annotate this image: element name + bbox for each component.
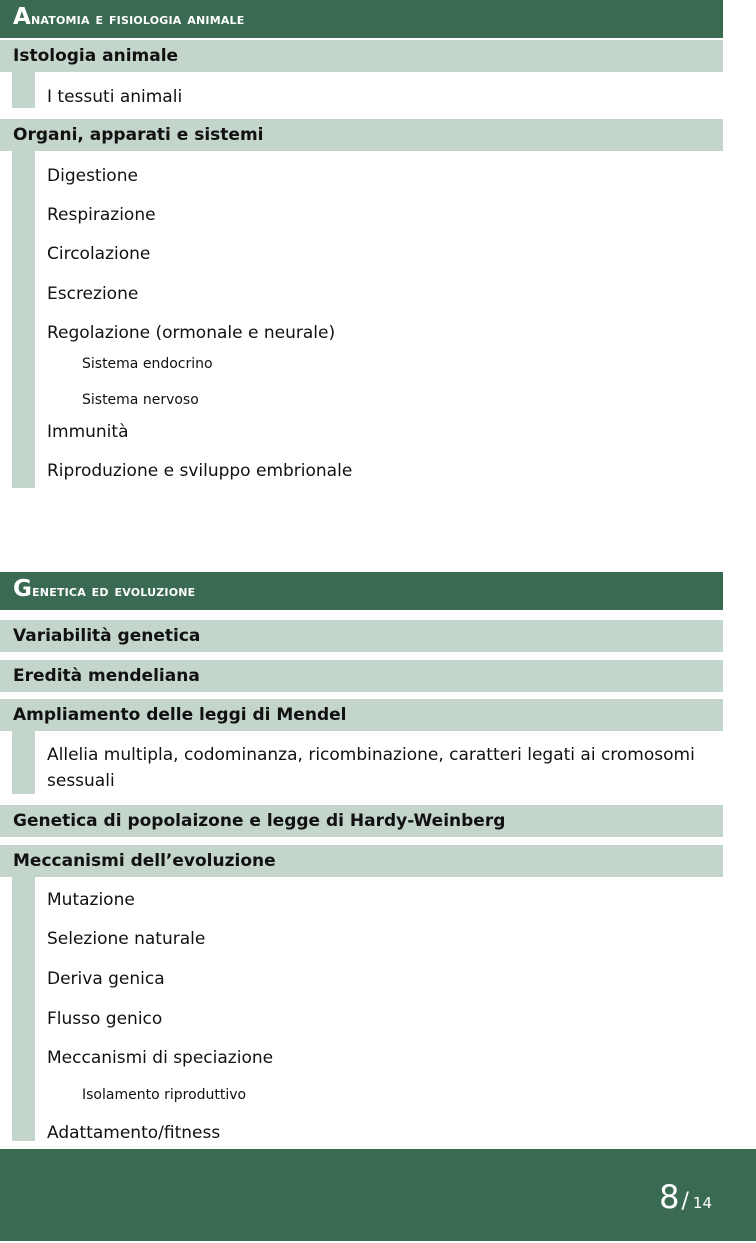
list-item: Respirazione (47, 205, 156, 225)
topic-ampliamento-leggi-mendel: Ampliamento delle leggi di Mendel (0, 699, 723, 731)
topic-organi-apparati-sistemi: Organi, apparati e sistemi (0, 119, 723, 151)
topic-genetica-popolazione: Genetica di popolaizone e legge di Hardy-Weinberg (0, 805, 723, 837)
list-item: Allelia multipla, codominanza, ricombinazione, caratteri legati ai cromosomi sessuali (47, 745, 695, 791)
list-subitem: Isolamento riproduttivo (82, 1087, 247, 1103)
list-item: Adattamento/fitness (47, 1123, 221, 1143)
topic-eredita-mendeliana: Eredità mendeliana (0, 660, 723, 692)
topic-istologia-animale: Istologia animale (0, 40, 723, 72)
indent-bar (12, 72, 35, 108)
section-title-genetica: Genetica ed evoluzione (0, 572, 723, 610)
list-subitem: Sistema nervoso (82, 392, 199, 408)
page-number (659, 1178, 712, 1216)
page-current: 8 (659, 1178, 680, 1216)
topic-meccanismi-evoluzione: Meccanismi dell’evoluzione (0, 845, 723, 877)
indent-bar (12, 877, 35, 1141)
list-item: Selezione naturale (47, 929, 206, 949)
section-title-anatomia: Anatomia e fisiologia animale (0, 0, 723, 38)
list-item: Immunità (47, 422, 129, 442)
list-subitem: Sistema endocrino (82, 356, 213, 372)
list-item: I tessuti animali (47, 87, 183, 107)
topic-variabilita-genetica: Variabilità genetica (0, 620, 723, 652)
list-item: Regolazione (ormonale e neurale) (47, 323, 336, 343)
list-item: Escrezione (47, 284, 139, 304)
indent-bar (12, 731, 35, 794)
list-item: Meccanismi di speciazione (47, 1048, 274, 1068)
indent-bar (12, 151, 35, 488)
list-item: Mutazione (47, 890, 135, 910)
list-item: Digestione (47, 166, 138, 186)
list-item: Flusso genico (47, 1009, 163, 1029)
footer-bar (0, 1149, 756, 1241)
page-separator: / (681, 1189, 689, 1214)
list-item: Deriva genica (47, 969, 165, 989)
page-total: 14 (692, 1194, 712, 1212)
list-item: Riproduzione e sviluppo embrionale (47, 461, 353, 481)
list-item: Circolazione (47, 244, 151, 264)
